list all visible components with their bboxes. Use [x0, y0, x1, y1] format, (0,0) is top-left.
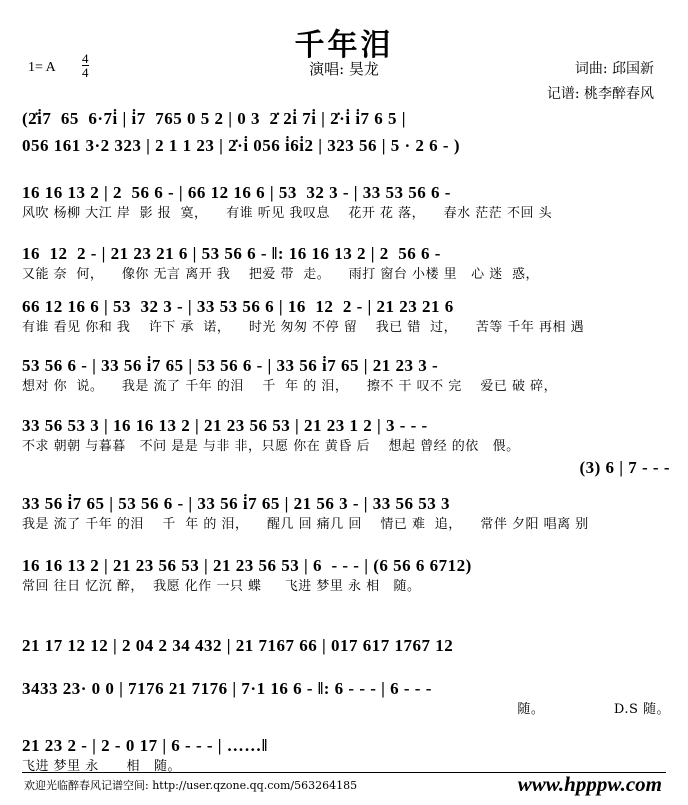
- score-system: [22, 135, 670, 157]
- notation-row-continuation: (3) 6 | 7 - - -: [579, 458, 670, 477]
- lyrics-row: 随。 D.S 随。: [517, 702, 670, 717]
- score-system: [22, 355, 670, 397]
- notation-row: 16 12 2 - | 21 23 21 6 | 53 56 6 - ‖: 16 16 13 2 | 2 56 6 -: [22, 244, 441, 263]
- notation-row: (2̇i̇7 65 6·7i̇ | i̇7 765 0 5 2 | 0 3 2̇ 2i̇ 7i̇ | 2̇·i̇ i̇7 6 5 |: [22, 109, 407, 128]
- footer-credit-link[interactable]: 欢迎光临醉春风记谱空间: http://user.qzone.qq.com/563264185: [24, 779, 358, 792]
- lyrics-row: 常回 往日 忆沉 醉， 我愿 化作 一只 蝶 飞进 梦里 永 相 随。: [22, 579, 421, 594]
- lyrics-row: 飞进 梦里 永 相 随。: [22, 759, 181, 774]
- singer-line: 演唱: 昊龙: [309, 60, 379, 78]
- score-system: [22, 182, 670, 224]
- notation-row: 33 56 53 3 | 16 16 13 2 | 21 23 56 53 | 21 23 1 2 | 3 - - -: [22, 416, 428, 435]
- score-system: [22, 555, 670, 597]
- lyrics-row: 又能 奈 何， 像你 无言 离开 我 把爱 带 走。 雨打 窗台 小楼 里 心 迷 惑，: [22, 267, 539, 282]
- score-system: [22, 108, 670, 130]
- credit-lyrics: 词曲: 邱国新: [574, 61, 654, 77]
- notation-row: 53 56 6 - | 33 56 i̇7 65 | 53 56 6 - | 33 56 i̇7 65 | 21 23 3 -: [22, 356, 439, 375]
- notation-row: 3433 23· 0 0 | 7176 21 7176 | 7·1 16 6 - ‖: 6 - - - | 6 - - -: [22, 679, 432, 698]
- notation-row: 33 56 i̇7 65 | 53 56 6 - | 33 56 i̇7 65 | 21 56 3 - | 33 56 53 3: [22, 494, 450, 513]
- key-signature: 1= A: [28, 60, 56, 75]
- score-system: [22, 735, 670, 777]
- score-system: [22, 678, 670, 720]
- lyrics-row: 不求 朝朝 与暮暮 不问 是是 与非 非，只愿 你在 黄昏 后 想起 曾经 的依 偎。: [22, 439, 520, 454]
- lyrics-row: 我是 流了 千年 的泪 千 年 的 泪， 醒几 回 痛几 回 情已 难 追， 常伴 夕阳 唱离 别: [22, 517, 589, 532]
- notation-row: 66 12 16 6 | 53 32 3 - | 33 53 56 6 | 16 12 2 - | 21 23 21 6: [22, 297, 454, 316]
- score-system: [22, 296, 670, 338]
- credit-notation: 记谱: 桃李醉春风: [546, 86, 654, 102]
- notation-row: 21 17 12 12 | 2 04 2 34 432 | 21 7167 66 | 017 617 1767 12: [22, 636, 454, 655]
- score-system: [22, 243, 670, 285]
- time-signature-denominator: 4: [82, 65, 89, 80]
- notation-row: 056 161 3·2 323 | 2 1 1 23 | 2̇·i̇ 056 i̇6i̇2 | 323 56 | 5 · 2 6 - ): [22, 136, 460, 155]
- score-system: [22, 415, 670, 479]
- time-signature: [82, 52, 89, 79]
- page-title: 千年泪: [294, 28, 394, 63]
- lyrics-row: 想对 你 说。 我是 流了 千年 的泪 千 年 的 泪， 擦不 干 叹不 完 爱已 破 碎，: [22, 379, 558, 394]
- score-system: [22, 493, 670, 535]
- notation-row: 16 16 13 2 | 21 23 56 53 | 21 23 56 53 | 6 - - - | (6 56 6 6712): [22, 556, 472, 575]
- notation-row: 21 23 2 - | 2 - 0 17 | 6 - - - | ……‖: [22, 736, 268, 755]
- lyrics-row: 风吹 杨柳 大江 岸 影 报 寞， 有谁 听见 我叹息 花开 花 落， 春水 茫茫 不回 头: [22, 206, 553, 221]
- footer-watermark: www.hpppw.com: [517, 772, 662, 796]
- notation-row: 16 16 13 2 | 2 56 6 - | 66 12 16 6 | 53 32 3 - | 33 53 56 6 -: [22, 183, 451, 202]
- time-signature-numerator: 4: [82, 51, 89, 66]
- score-system: [22, 635, 670, 657]
- lyrics-row: 有谁 看见 你和 我 许下 承 诺， 时光 匆匆 不停 留 我已 错 过， 苦等 千年 再相 遇: [22, 320, 585, 335]
